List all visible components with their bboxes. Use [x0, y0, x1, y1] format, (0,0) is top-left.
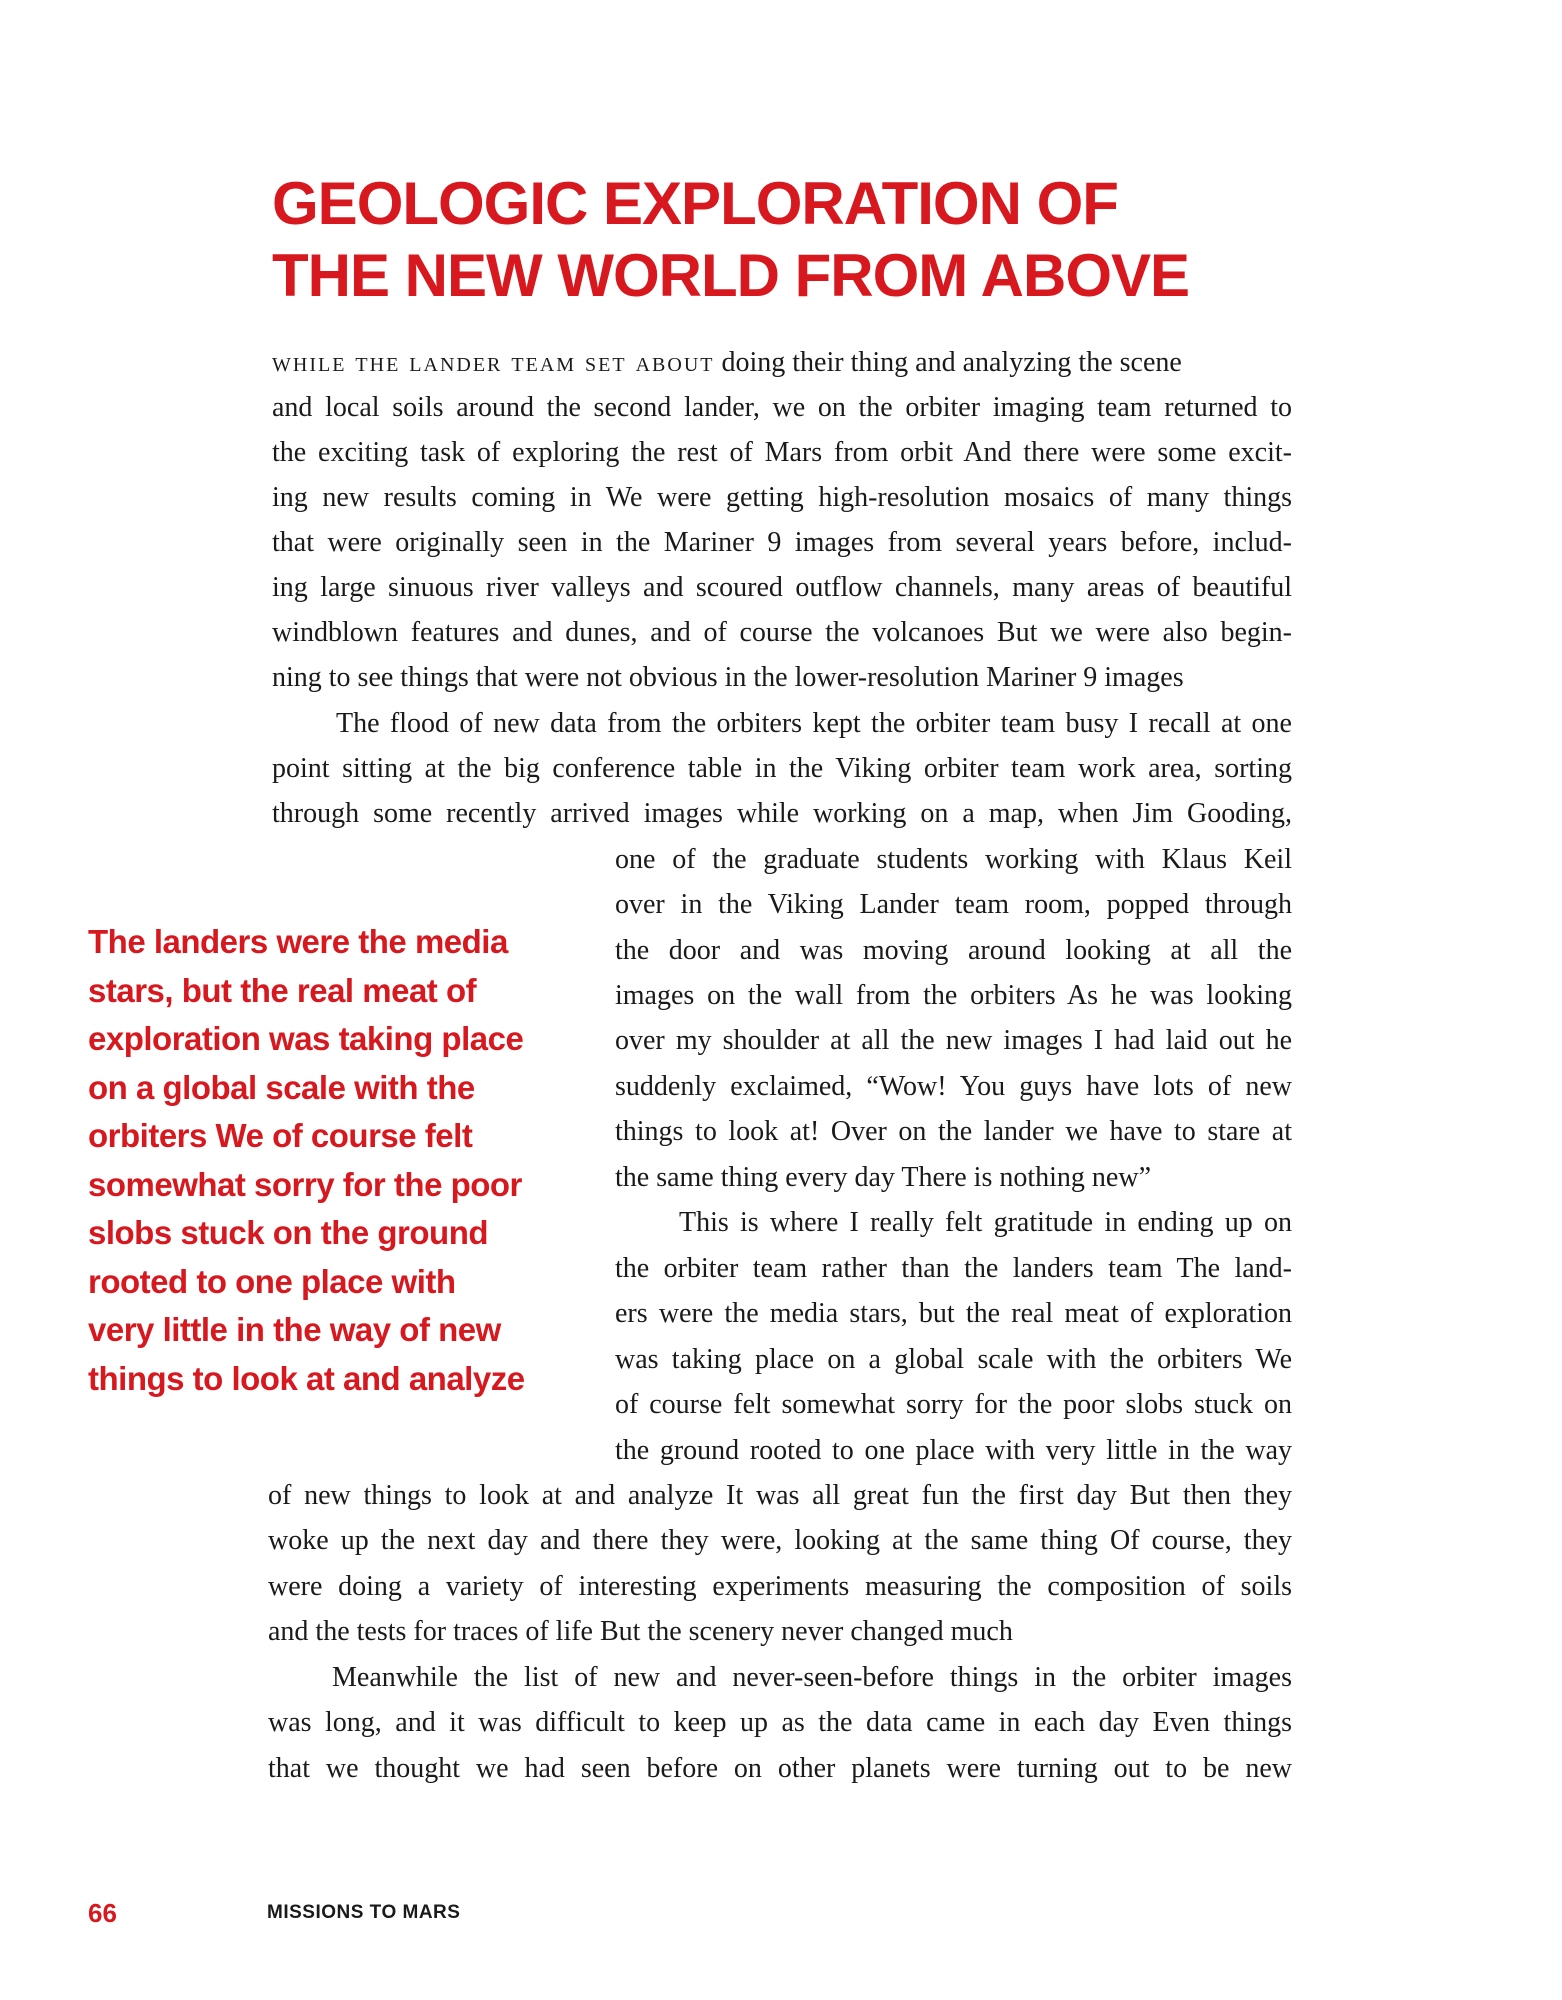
running-title: MISSIONS TO MARS [267, 1902, 461, 1923]
body-line: of course felt somewhat sorry for the poor slobs stuck on [615, 1389, 1292, 1420]
body-line: suddenly exclaimed, “Wow! You guys have lots of new [615, 1071, 1292, 1102]
page-number: 66 [88, 1898, 117, 1928]
body-line: and the tests for traces of life But the scenery never changed much [268, 1616, 1013, 1647]
body-line: were doing a variety of interesting experiments measuring the composition of soils [268, 1571, 1292, 1602]
body-line: and local soils around the second lander, we on the orbiter imaging team returned to [272, 392, 1292, 423]
body-line: through some recently arrived images while working on a map, when Jim Gooding, [272, 798, 1292, 829]
body-line: the ground rooted to one place with very little in the way [615, 1435, 1292, 1466]
body-line: that were originally seen in the Mariner 9 images from several years before, includ- [272, 527, 1292, 558]
lead-in: while the lander team set about [272, 347, 715, 378]
lead-in-continuation: doing their thing and analyzing the scene [721, 347, 1182, 378]
body-line: over my shoulder at all the new images I had laid out he [615, 1025, 1292, 1056]
body-line: ing large sinuous river valleys and scoured outflow channels, many areas of beautiful [272, 572, 1292, 603]
body-line: ing new results coming in We were getting high-resolution mosaics of many things [272, 482, 1292, 513]
body-line: windblown features and dunes, and of course the volcanoes But we were also begin- [272, 617, 1292, 648]
pull-quote [88, 918, 558, 1403]
body-line: was taking place on a global scale with the orbiters We [615, 1344, 1292, 1375]
heading-line-2: THE NEW WORLD FROM ABOVE [272, 242, 1190, 309]
body-line: woke up the next day and there they were, looking at the same thing Of course, they [268, 1525, 1292, 1556]
body-line: the exciting task of exploring the rest of Mars from orbit And there were some excit- [272, 437, 1292, 468]
pull-quote-line: rooted to one place with [88, 1262, 456, 1300]
body-line: the orbiter team rather than the landers team The land- [615, 1253, 1292, 1284]
body-line: This is where I really felt gratitude in ending up on [679, 1207, 1292, 1238]
pull-quote-line: very little in the way of new [88, 1311, 501, 1348]
body-line: of new things to look at and analyze It was all great fun the first day But then they [268, 1480, 1292, 1511]
body-line: images on the wall from the orbiters As he was looking [615, 980, 1292, 1011]
body-line: Meanwhile the list of new and never-seen-before things in the orbiter images [332, 1662, 1292, 1693]
body-line: things to look at! Over on the lander we have to stare at [615, 1116, 1292, 1147]
pull-quote-line: The landers were the media [88, 923, 508, 960]
body-line: one of the graduate students working with Klaus Keil [615, 844, 1292, 875]
pull-quote-line: orbiters We of course felt [88, 1117, 473, 1154]
body-line: the door and was moving around looking at all the [615, 935, 1292, 966]
body-line: the same thing every day There is nothing new” [615, 1162, 1151, 1193]
body-line: was long, and it was difficult to keep up as the data came in each day Even things [268, 1707, 1292, 1738]
body-line: ning to see things that were not obvious in the lower-resolution Mariner 9 images [272, 662, 1184, 693]
pull-quote-line: somewhat sorry for the poor [88, 1165, 522, 1203]
body-line [272, 346, 1292, 380]
pull-quote-line: on a global scale with the [88, 1068, 475, 1106]
body-line: ers were the media stars, but the real meat of exploration [615, 1298, 1292, 1329]
pull-quote-line: exploration was taking place [88, 1020, 524, 1057]
heading-line-1: GEOLOGIC EXPLORATION OF [272, 170, 1118, 237]
body-line: that we thought we had seen before on other planets were turning out to be new [268, 1753, 1292, 1784]
pull-quote-line: things to look at and analyze [88, 1359, 525, 1397]
pull-quote-line: slobs stuck on the ground [88, 1214, 489, 1251]
chapter-heading [272, 168, 1372, 312]
body-line: point sitting at the big conference table in the Viking orbiter team work area, sorting [272, 753, 1292, 784]
pull-quote-line: stars, but the real meat of [88, 971, 477, 1009]
body-line: over in the Viking Lander team room, popped through [615, 889, 1292, 920]
body-line: The flood of new data from the orbiters kept the orbiter team busy I recall at one [336, 708, 1292, 739]
